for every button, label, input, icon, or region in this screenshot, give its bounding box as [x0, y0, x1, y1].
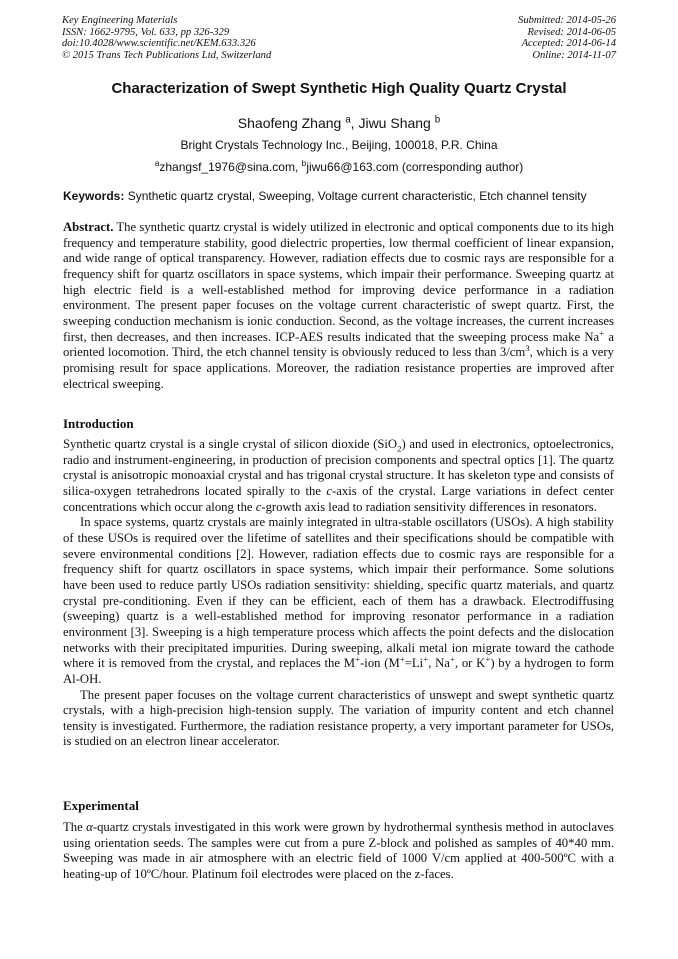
dates-info [518, 15, 616, 61]
experimental-paragraph [63, 820, 614, 883]
intro-p2-c: =Li [404, 656, 424, 671]
intro-p2-sup-2: + [399, 653, 405, 664]
intro-p1-d: -axis of the crystal. Large variations in defect center concentrations which occur along the [63, 483, 614, 514]
abstract-text-2: a oriented locomotion. Third, the etch channel tensity is obviously reduced to less than 3/cm [63, 329, 614, 360]
exp-text-2: -quartz crystals investigated in this work were grown by hydrothermal synthesis method in autoclaves using orientation seeds. The samples were cut from a pure Z-block and polished as samples of 40*40 mm. Sweeping was made in air atmosphere with an electric field of 1000 V/cm applied at 400-500ºC with a heating-up of 10ºC/hour. Platinum foil electrodes were placed on the z-faces. [63, 820, 614, 881]
emails [0, 160, 678, 174]
exp-text-1: The [63, 820, 87, 834]
introduction-body [63, 437, 614, 750]
abstract [63, 220, 614, 392]
abstract-text-1: The synthetic quartz crystal is widely utilized in electronic and optical components due to its high frequency and temperature stability, good dielectric properties, low thermal coefficient of linear expansion, and wide range of optical transparency. However, radiation effects due to cosmic rays are responsible for a frequency shift for quartz oscillators in space systems, which impair their performance. Sweeping quartz at high electric field is a well-established method for improving device performance in a radiation environment. The present paper focuses on the voltage current characteristic of swept quartz. First, the sweeping conduction mechanism is ionic conduction. Second, as the voltage increases, the current increases first, then decreases, and then increases. ICP-AES results indicated that the sweeping process make Na [63, 220, 614, 344]
author-separator: , [350, 115, 359, 131]
abstract-label: Abstract. [63, 220, 114, 234]
intro-p2-sup-5: + [485, 653, 491, 664]
abstract-text-3: , which is a very promising result for space applications. Moreover, the radiation resistance properties are improved after electrical sweeping. [63, 345, 614, 391]
keywords-label: Keywords: [63, 189, 125, 203]
intro-p2-d: , Na [428, 656, 450, 671]
keywords [63, 189, 623, 203]
author-2-mark: b [434, 114, 441, 126]
intro-p1-f: -growth axis lead to radiation sensitivity differences in resonators. [261, 499, 597, 514]
intro-p1-sub: 2 [397, 443, 402, 454]
author-1-mark: a [345, 114, 351, 126]
journal-info [62, 15, 271, 61]
authors [0, 115, 678, 131]
intro-p1-a: Synthetic quartz crystal is a single crystal of silicon dioxide (SiO [63, 437, 398, 451]
paper-title: Characterization of Swept Synthetic High Quality Quartz Crystal [111, 80, 567, 97]
intro-p2-sup-3: + [423, 653, 429, 664]
email-a-mark: a [154, 158, 160, 168]
introduction-heading: Introduction [63, 416, 134, 431]
author-2: Jiwu Shang [358, 115, 431, 131]
intro-p2-sup-1: + [355, 653, 361, 664]
intro-p1-e: c [255, 499, 262, 514]
intro-p1-b: ) and used in electronics, optoelectronics, radio and instrument-engineering, in production of precision components and spectral optics [1]. The quartz crystal is anisotropic monoaxial crystal and has trigonal crystal structure. It has skeleton type and consists of silica-oxygen tetrahedrons located spirally to the [63, 437, 614, 498]
accepted-date: Accepted: 2014-06-14 [521, 38, 616, 50]
intro-p2-sup-4: + [449, 653, 455, 664]
exp-alpha: α [86, 820, 93, 834]
intro-paragraph-2 [63, 515, 614, 687]
keywords-text: Synthetic quartz crystal, Sweeping, Voltage current characteristic, Etch channel tensity [124, 189, 587, 203]
journal-name: Key Engineering Materials [62, 15, 178, 26]
intro-p2-b: -ion (M [360, 656, 400, 671]
abstract-sup-1: + [599, 327, 605, 338]
revised-date: Revised: 2014-06-05 [527, 26, 616, 38]
online-date: Online: 2014-11-07 [532, 49, 616, 61]
email-a: zhangsf_1976@sina.com, [159, 160, 302, 174]
intro-paragraph-3: The present paper focuses on the voltage current characteristics of unswept and swept synthetic quartz crystals, with a high-precision high-tension supply. The variation of impurity content and etch channel tensity is investigated. Furthermore, the radiation resistance property, a very important parameter for USOs, is studied on an electron linear accelerator. [63, 687, 614, 749]
abstract-paragraph [63, 220, 614, 392]
email-b-mark: b [301, 158, 307, 168]
abstract-sup-2: 3 [525, 343, 530, 354]
submitted-date: Submitted: 2014-05-26 [518, 15, 616, 26]
experimental-heading: Experimental [63, 798, 139, 813]
email-b: jiwu66@163.com (corresponding author) [306, 160, 524, 174]
affiliation: Bright Crystals Technology Inc., Beijing, 100018, P.R. China [180, 138, 498, 152]
author-1: Shaofeng Zhang [237, 115, 342, 131]
intro-p2-f: ) by a hydrogen to form Al-OH. [63, 656, 614, 686]
intro-p2-e: , or K [454, 656, 486, 671]
intro-paragraph-1 [63, 437, 614, 515]
intro-p2-a: In space systems, quartz crystals are mainly integrated in ultra-stable oscillators (USOs). A high stability of these USOs is required over the lifetime of satellites and their specifications should be compatible with severe environmental conditions [2]. However, radiation effects due to cosmic rays are responsible for a frequency shift for quartz oscillators in space systems, which impair their performance. Some solutions have been used to reduce partly USOs radiation sensitivity: shielding, specific quartz materials, and quartz crystal pre-conditioning. Even if they can be efficient, each of them has a drawback. Electrodiffusing (sweeping) quartz is a well-established method for improving resonator performance in a radiation environment [3]. Sweeping is a high temperature process which affects the point defects and the dislocation networks with their precipitated impurities. During sweeping, alkali metal ion migrate toward the cathode where it is removed from the crystal, and replaces the M [63, 515, 614, 671]
copyright: © 2015 Trans Tech Publications Ltd, Switzerland [62, 49, 272, 61]
issn: ISSN: 1662-9795, Vol. 633, pp 326-329 [62, 26, 230, 38]
experimental-body [63, 820, 614, 883]
doi: doi:10.4028/www.scientific.net/KEM.633.326 [62, 38, 256, 50]
intro-p1-c: c [326, 483, 333, 498]
